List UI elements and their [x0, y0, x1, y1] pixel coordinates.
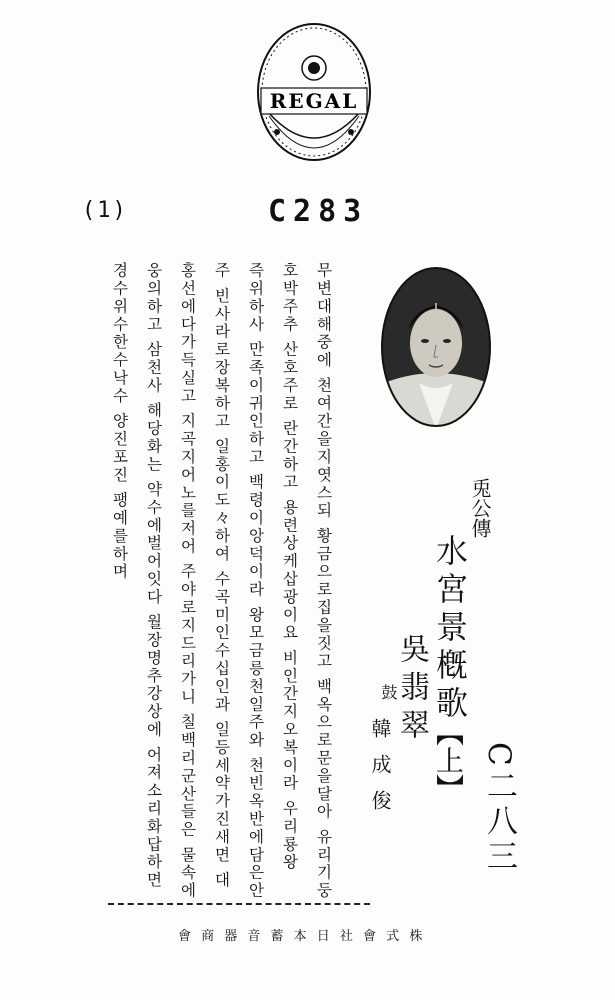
lyric-line-7: 경수위수한수낙수 양진포진 팽예를하며 — [110, 262, 129, 581]
publisher: 會 商 器 音 蓄 本 日 社 會 式 株 — [178, 929, 426, 944]
catalog-number-vertical: C二八三 — [481, 742, 517, 875]
page-number: (1) — [82, 198, 128, 223]
song-part: 【上】 — [432, 718, 465, 802]
accompanist-label: 鼓 — [379, 684, 398, 700]
song-title: 水宮景槪歌 — [431, 534, 469, 724]
record-number: C283 — [268, 194, 369, 229]
lyric-line-4: 주 빈사라로장복하고 일홍이도々하여 수곡미인수십인과 일등세약가진새면 대 — [212, 262, 231, 890]
accompanist-name: 韓成俊 — [368, 718, 392, 826]
lyric-line-2: 호박주추 산호주로 란간하고 용련상케삽광이요 비인간지오복이라 우리룡왕 — [280, 262, 299, 872]
lyric-line-1: 무변대해중에 천여간을지엿스되 황금으로집을짓고 백옥으로문을달아 유리기둥 — [314, 262, 333, 900]
lyric-line-6: 웅의하고 삼천사 해당화는 약수에벌어잇다 월장명추강상에 어져소리화답하면 — [144, 262, 163, 890]
divider — [108, 903, 370, 905]
regal-brand-text: REGAL — [269, 89, 359, 113]
performer-portrait — [379, 265, 493, 429]
performer-name: 吳翡翠 — [394, 633, 429, 747]
regal-logo — [253, 20, 375, 176]
song-subtitle: 兎公傳 — [468, 478, 492, 538]
lyric-line-5: 홍선에다가득실고 지곡지어노를저어 주야로지드리가니 칠백리군산들은 물속에 — [178, 262, 197, 900]
lyric-line-3: 즉위하사 만족이귀인하고 백령이앙덕이라 왕모금릉천일주와 천빈옥반에담은안 — [246, 262, 265, 900]
